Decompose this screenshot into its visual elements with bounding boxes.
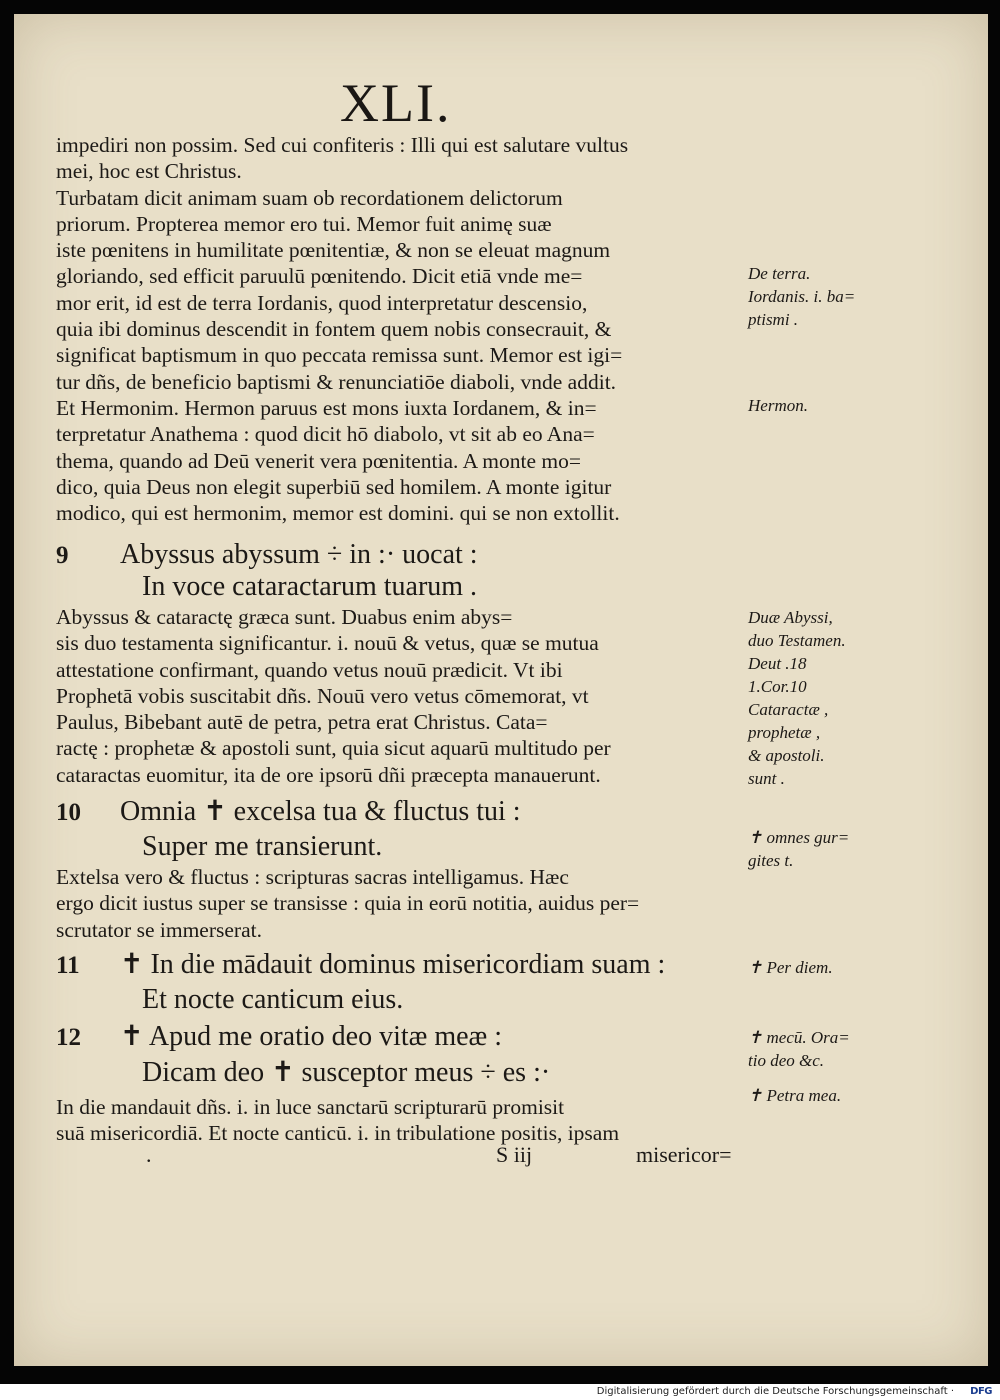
verse-number: 11 bbox=[56, 952, 80, 979]
margin-line: ptismi . bbox=[748, 310, 799, 329]
margin-note-hermon bbox=[748, 394, 878, 417]
verse-number: 10 bbox=[56, 799, 81, 826]
margin-line: & apostoli. bbox=[748, 746, 825, 765]
margin-line: Hermon. bbox=[748, 396, 808, 415]
text-line: mor erit, id est de terra Iordanis, quod interpretatur descensio, bbox=[56, 290, 588, 315]
verse-9-line-1 bbox=[56, 538, 756, 573]
margin-line: ✝ Per diem. bbox=[748, 958, 833, 977]
margin-note-terra bbox=[748, 262, 878, 331]
margin-note-petra bbox=[748, 1084, 878, 1107]
verse-number: 9 bbox=[56, 542, 69, 569]
margin-line: duo Testamen. bbox=[748, 631, 846, 650]
text-line: Extelsa vero & fluctus : scripturas sacras intelligamus. Hæc bbox=[56, 865, 569, 889]
text-line: modico, qui est hermonim, memor est domini. qui se non extollit. bbox=[56, 501, 620, 526]
text-line: impediri non possim. Sed cui confiteris : Illi qui est salutare vultus bbox=[56, 133, 629, 157]
text-line: suā misericordiā. Et nocte canticū. i. in tribulatione positis, ipsam bbox=[56, 1121, 620, 1146]
text-line: Et Hermonim. Hermon paruus est mons iuxta Iordanem, & in= bbox=[56, 395, 597, 420]
margin-line: ✝ mecū. Ora= bbox=[748, 1028, 850, 1047]
text-line: Turbatam dicit animam suam ob recordationem delictorum bbox=[56, 185, 563, 210]
text-line: sis duo testamenta significantur. i. nouū & vetus, quæ se mutua bbox=[56, 631, 599, 656]
funding-credit: Digitalisierung gefördert durch die Deutsche Forschungsgemeinschaft · bbox=[596, 1386, 954, 1397]
margin-line: ✝ omnes gur= bbox=[748, 828, 850, 847]
verse-text: ✝ Apud me oratio deo vitæ meæ : bbox=[120, 1021, 502, 1052]
signature-mark: S iij bbox=[496, 1142, 533, 1167]
verse-text: ✝ In die mādauit dominus misericordiam suam : bbox=[120, 949, 666, 980]
margin-line: tio deo &c. bbox=[748, 1051, 825, 1070]
margin-line: Iordanis. i. ba= bbox=[748, 287, 856, 306]
commentary-block-1 bbox=[56, 132, 740, 526]
text-line: In die mandauit dñs. i. in luce sanctarū scripturarū promisit bbox=[56, 1095, 565, 1119]
catchword: misericor= bbox=[636, 1142, 732, 1167]
folio-number: XLI. bbox=[340, 73, 452, 133]
verse-10-line-2: Super me transierunt. bbox=[142, 831, 383, 862]
text-line: iste pœnitens in humilitate pœnitentiæ, & non se eleuat magnum bbox=[56, 238, 611, 263]
margin-line: Deut .18 bbox=[748, 654, 807, 673]
margin-line: 1.Cor.10 bbox=[748, 677, 807, 696]
verse-10-line-1 bbox=[56, 795, 756, 830]
margin-line: De terra. bbox=[748, 264, 811, 283]
text-line: thema, quando ad Deū venerit vera pœnitentia. A monte mo= bbox=[56, 448, 581, 473]
verse-text: Abyssus abyssum ÷ in :· uocat : bbox=[120, 539, 478, 570]
margin-line: Cataractæ , bbox=[748, 700, 829, 719]
verse-number: 12 bbox=[56, 1024, 81, 1051]
margin-line: Duæ Abyssi, bbox=[748, 608, 833, 627]
commentary-block-3 bbox=[56, 864, 740, 943]
margin-line: prophetæ , bbox=[748, 723, 821, 742]
text-line: Abyssus & cataractę græca sunt. Duabus enim abys= bbox=[56, 605, 513, 629]
margin-note-mecum bbox=[748, 1026, 878, 1072]
margin-line: gites t. bbox=[748, 851, 794, 870]
commentary-block-2 bbox=[56, 604, 740, 788]
verse-12-line-1 bbox=[56, 1020, 756, 1055]
text-line: quia ibi dominus descendit in fontem quem nobis consecrauit, & bbox=[56, 317, 612, 342]
verse-9-line-2: In voce cataractarum tuarum . bbox=[142, 571, 478, 602]
margin-note-abyssi bbox=[748, 606, 878, 790]
dfg-logo: DFG bbox=[970, 1386, 992, 1397]
margin-line: ✝ Petra mea. bbox=[748, 1086, 842, 1105]
text-line: ractę : prophetæ & apostoli sunt, quia sicut aquarū multitudo per bbox=[56, 736, 611, 761]
text-line: terpretatur Anathema : quod dicit hō diabolo, vt sit ab eo Ana= bbox=[56, 422, 595, 447]
catchword-dot: . bbox=[146, 1142, 152, 1167]
text-line: priorum. Propterea memor ero tui. Memor fuit animę suæ bbox=[56, 211, 552, 236]
commentary-block-4 bbox=[56, 1094, 740, 1147]
text-line: significat baptismum in quo peccata remissa sunt. Memor est igi= bbox=[56, 343, 623, 368]
verse-11-line-1 bbox=[56, 948, 756, 983]
verse-12-line-2: Dicam deo ✝ susceptor meus ÷ es :· bbox=[142, 1057, 551, 1088]
text-line: attestatione confirmant, quando vetus nouū prædicit. Vt ibi bbox=[56, 657, 563, 682]
text-line: Paulus, Bibebant autē de petra, petra erat Christus. Cata= bbox=[56, 710, 548, 735]
text-line: cataractas euomitur, ita de ore ipsorū dñi præcepta manauerunt. bbox=[56, 762, 601, 787]
margin-line: sunt . bbox=[748, 769, 785, 788]
text-line: scrutator se immerserat. bbox=[56, 917, 262, 942]
text-line: tur dñs, de beneficio baptismi & renunciatiōe diaboli, vnde addit. bbox=[56, 369, 617, 394]
text-line: ergo dicit iustus super se transisse : quia in eorū notitia, auidus per= bbox=[56, 891, 640, 916]
text-line: mei, hoc est Christus. bbox=[56, 159, 242, 184]
margin-note-per-diem bbox=[748, 956, 878, 979]
text-line: gloriando, sed efficit paruulū pœnitendo. Dicit etiā vnde me= bbox=[56, 264, 583, 289]
text-line: Prophetā vobis suscitabit dñs. Nouū vero vetus cōmemorat, vt bbox=[56, 683, 589, 708]
text-line: dico, quia Deus non elegit superbiū sed homilem. A monte igitur bbox=[56, 474, 612, 499]
margin-note-gurgites bbox=[748, 826, 878, 872]
verse-11-line-2: Et nocte canticum eius. bbox=[142, 984, 404, 1015]
verse-text: Omnia ✝ excelsa tua & fluctus tui : bbox=[120, 796, 521, 827]
